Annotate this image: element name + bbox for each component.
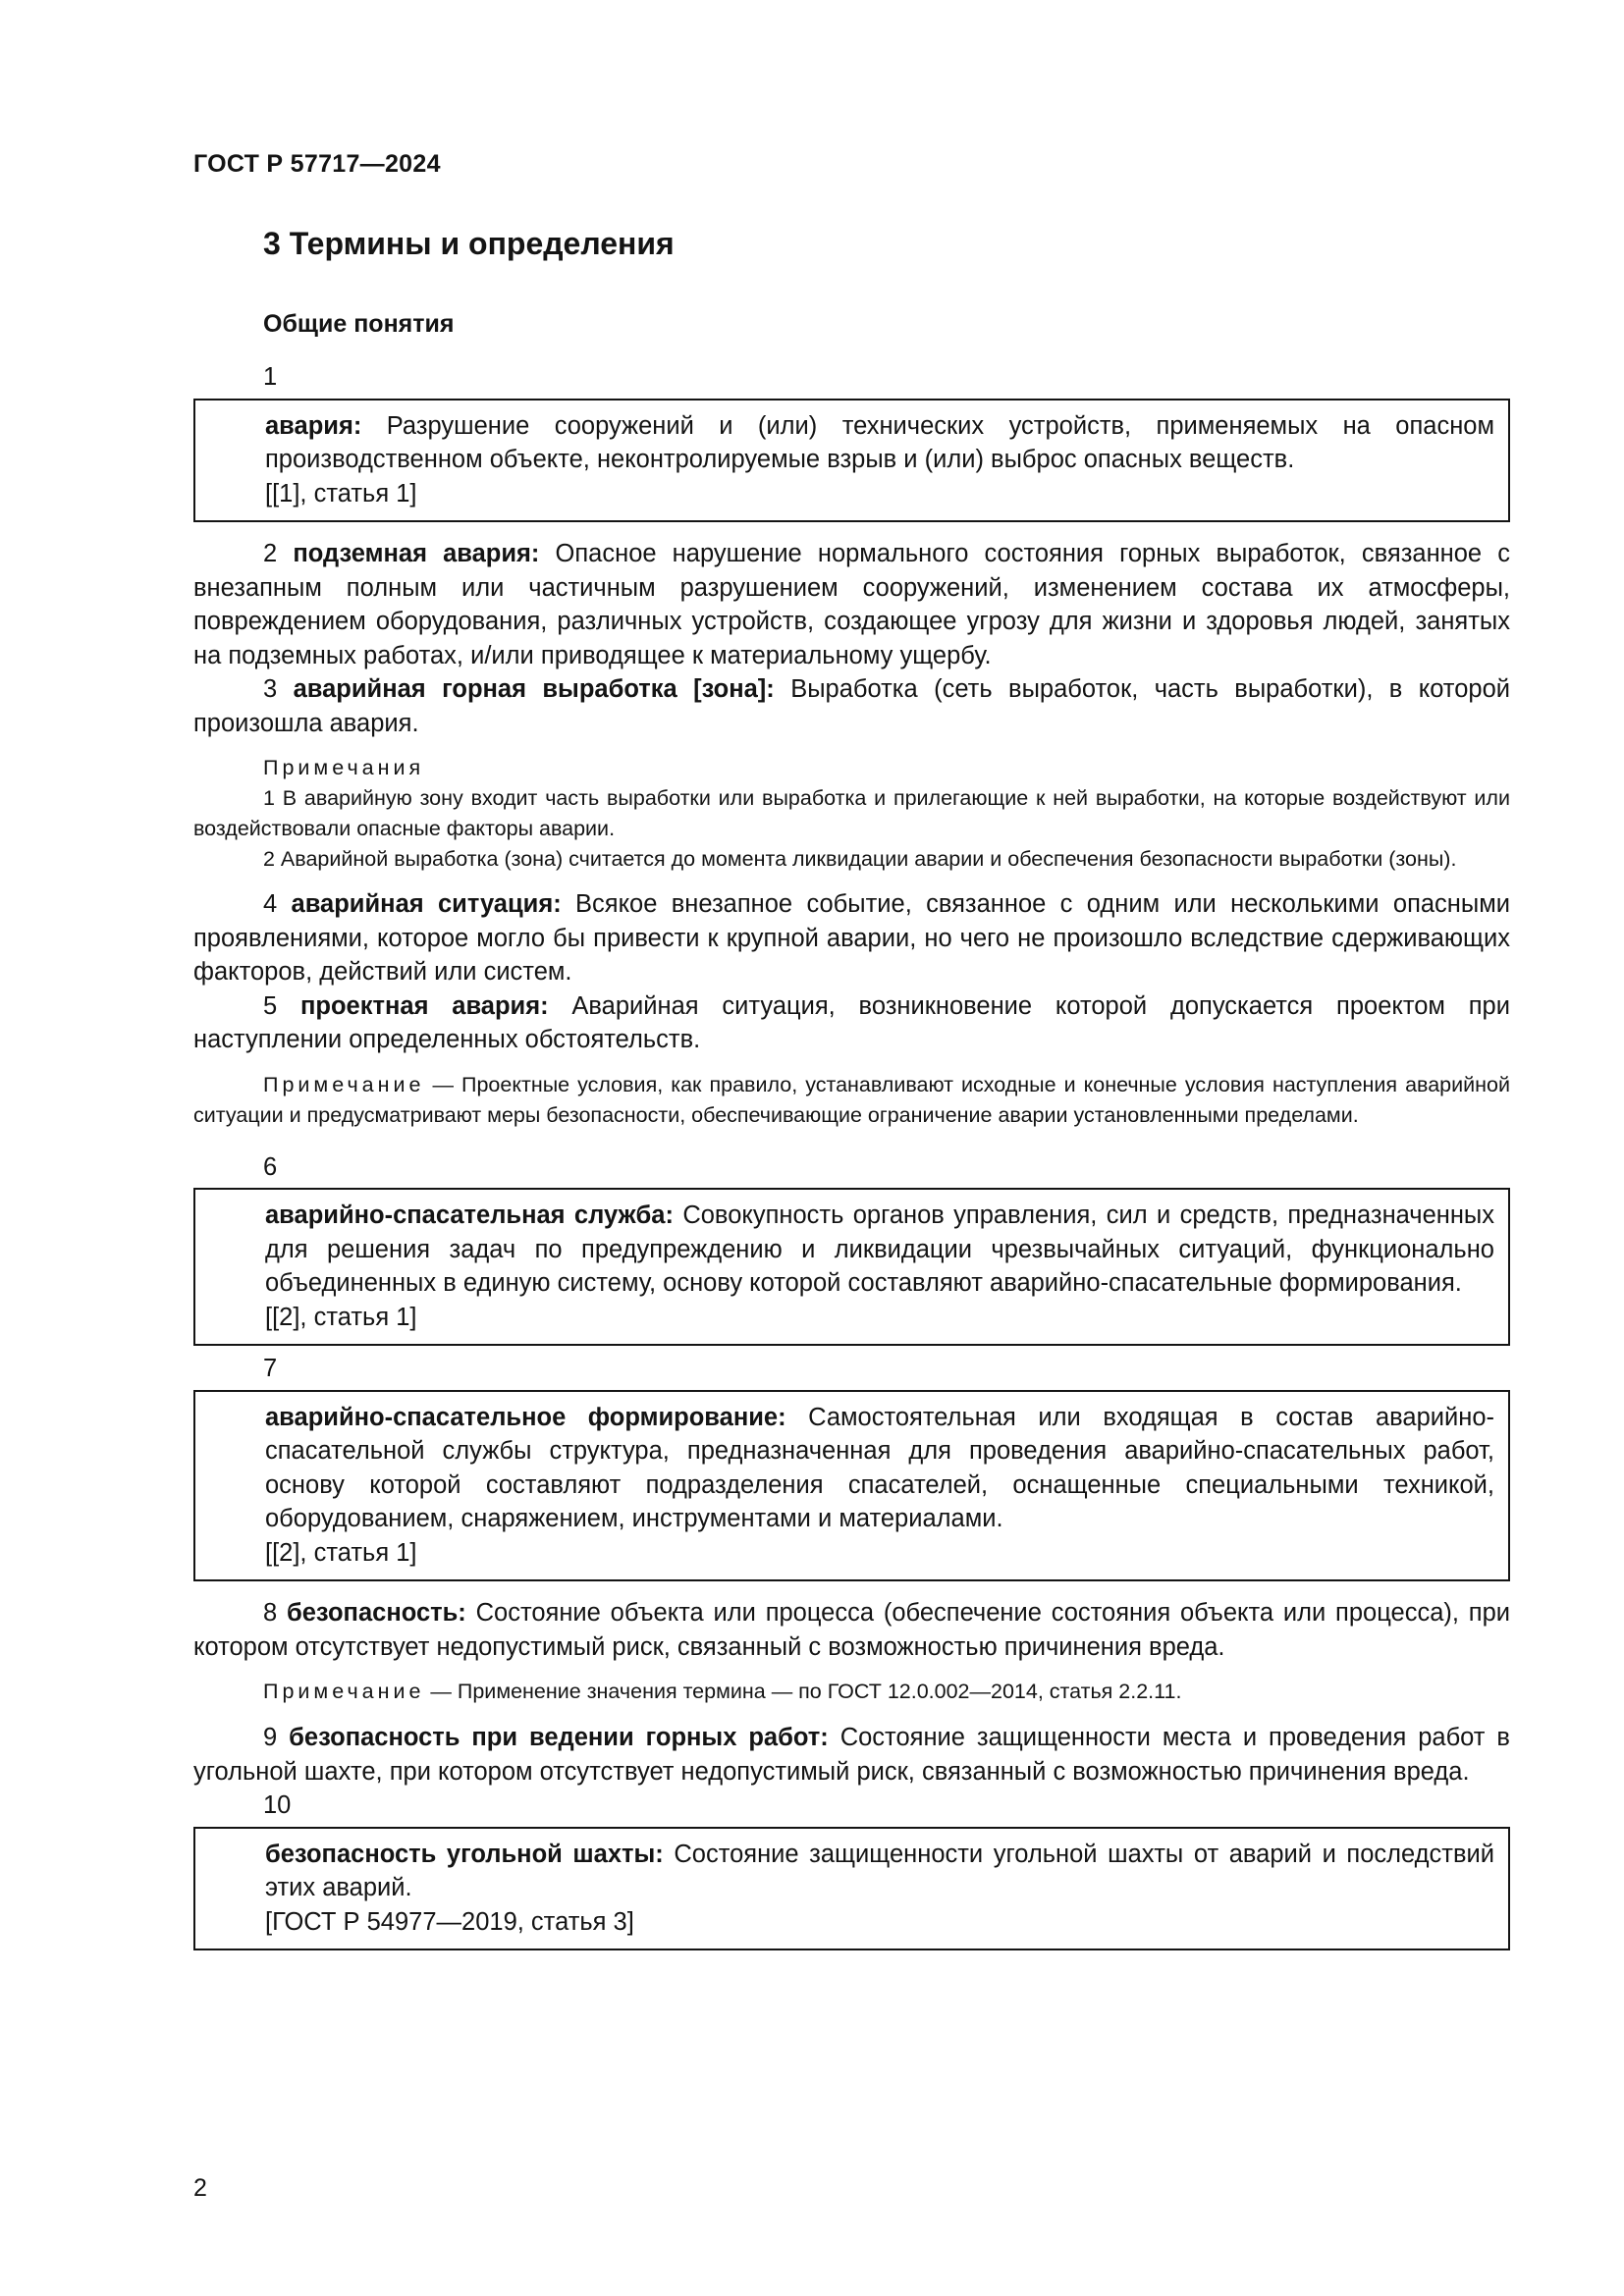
term-source: [[2], статья 1] — [265, 1303, 417, 1331]
term-entry — [193, 537, 1510, 672]
term-definition: Аварийная ситуация, возникновение которой допускается проектом при наступлении определенных обстоятельств. — [193, 991, 1510, 1053]
term-definition: Состояние объекта или процесса (обеспечение состояния объекта или процесса), при котором отсутствует недопустимый риск, связанный с возможностью причинения вреда. — [193, 1599, 1510, 1661]
term-name: подземная авария: — [293, 540, 540, 567]
term-box — [193, 1390, 1510, 1582]
term-definition: Самостоятельная или входящая в состав аварийно-спасательной службы структура, предназначенная для проведения аварийно-спасательных работ, основу которой составляют подразделения спасателей, оснащенные специальными техникой, оборудованием, снаряжением, инструментами и материалами. — [265, 1403, 1494, 1532]
note-text: 1 В аварийную зону входит часть выработки или выработка и прилегающие к ней выработки, на которые воздействуют или воздействовали опасные факторы аварии. — [193, 786, 1510, 840]
note-label: Примечание — [263, 1680, 425, 1703]
term-entry — [265, 409, 1494, 477]
term-number: 5 — [263, 991, 278, 1020]
note-text — [193, 1070, 1510, 1131]
term-definition: Совокупность органов управления, сил и средств, предназначенных для решения задач по предупреждению и ликвидации чрезвычайных ситуаций, функционально объединенных в единую систему, основу которой составляют аварийно-спасательные формирования. — [265, 1201, 1494, 1297]
note-body: — Проектные условия, как правило, устанавливают исходные и конечные условия наступления аварийной ситуации и предусматривают меры безопасности, обеспечивающие ограничение аварии установленными пределами. — [193, 1072, 1510, 1127]
term-box — [193, 399, 1510, 523]
term-number: 8 — [263, 1599, 278, 1627]
term-number: 9 — [263, 1724, 278, 1751]
term-definition: Состояние защищенности места и проведения работ в угольной шахте, при котором отсутствует недопустимый риск, связанный с возможностью причинения вреда. — [193, 1724, 1510, 1786]
note-text: 2 Аварийной выработка (зона) считается до момента ликвидации аварии и обеспечения безопасности выработки (зоны). — [263, 847, 1457, 871]
term-definition: Выработка (сеть выработок, часть выработки), в которой произошла авария. — [193, 675, 1510, 737]
page-number: 2 — [193, 2174, 207, 2202]
note-text — [193, 1677, 1510, 1707]
notes-label: Примечания — [263, 756, 425, 779]
term-number: 7 — [263, 1355, 278, 1382]
term-name: аварийная ситуация: — [291, 890, 562, 918]
term-name: аварийно-спасательное формирование: — [265, 1403, 786, 1431]
subsection-title: Общие понятия — [263, 310, 455, 338]
term-definition: Состояние защищенности угольной шахты от аварий и последствий этих аварий. — [265, 1840, 1494, 1901]
term-definition: Разрушение сооружений и (или) технических устройств, применяемых на опасном производственном объекте, неконтролируемые взрыв и (или) выброс опасных веществ. — [265, 411, 1494, 473]
term-name: проектная авария: — [300, 991, 549, 1020]
term-entry — [193, 1721, 1510, 1789]
term-source: [[1], статья 1] — [265, 479, 417, 507]
term-entry — [193, 672, 1510, 740]
term-entry — [265, 1199, 1494, 1301]
term-entry — [193, 1596, 1510, 1664]
term-definition: Опасное нарушение нормального состояния горных выработок, связанное с внезапным полным или частичным разрушением сооружений, изменением состава их атмосферы, повреждением оборудования, различных устройств, создающее угрозу для жизни и здоровья людей, занятых на подземных работах, и/или приводящее к материальному ущербу. — [193, 540, 1510, 669]
term-number: 6 — [263, 1152, 278, 1181]
term-name: аварийная горная выработка [зона]: — [293, 675, 775, 703]
note-body: — Применение значения термина — по ГОСТ 12.0.002—2014, статья 2.2.11. — [424, 1680, 1182, 1703]
term-number: 1 — [263, 363, 278, 391]
term-definition: Всякое внезапное событие, связанное с одним или несколькими опасными проявлениями, которое могло бы привести к крупной аварии, но чего не произошло вследствие сдерживающих факторов, действий или систем. — [193, 890, 1510, 986]
term-box — [193, 1188, 1510, 1346]
note-label: Примечание — [263, 1072, 425, 1096]
term-box — [193, 1827, 1510, 1951]
term-name: безопасность: — [287, 1599, 466, 1627]
term-number: 4 — [263, 890, 278, 918]
term-entry — [265, 1401, 1494, 1536]
section-title: 3 Термины и определения — [263, 226, 675, 261]
term-source: [[2], статья 1] — [265, 1538, 417, 1567]
term-entry — [193, 887, 1510, 989]
term-entry — [193, 989, 1510, 1057]
term-name: авария: — [265, 411, 362, 440]
term-number: 10 — [263, 1791, 292, 1819]
term-entry — [265, 1838, 1494, 1905]
term-name: безопасность угольной шахты: — [265, 1840, 664, 1868]
term-number: 2 — [263, 540, 278, 567]
document-header: ГОСТ Р 57717—2024 — [193, 150, 441, 178]
term-source: [ГОСТ Р 54977—2019, статья 3] — [265, 1907, 634, 1936]
term-number: 3 — [263, 675, 278, 703]
term-name: безопасность при ведении горных работ: — [289, 1724, 829, 1751]
terms-content — [193, 353, 1510, 1950]
term-name: аварийно-спасательная служба: — [265, 1201, 674, 1229]
